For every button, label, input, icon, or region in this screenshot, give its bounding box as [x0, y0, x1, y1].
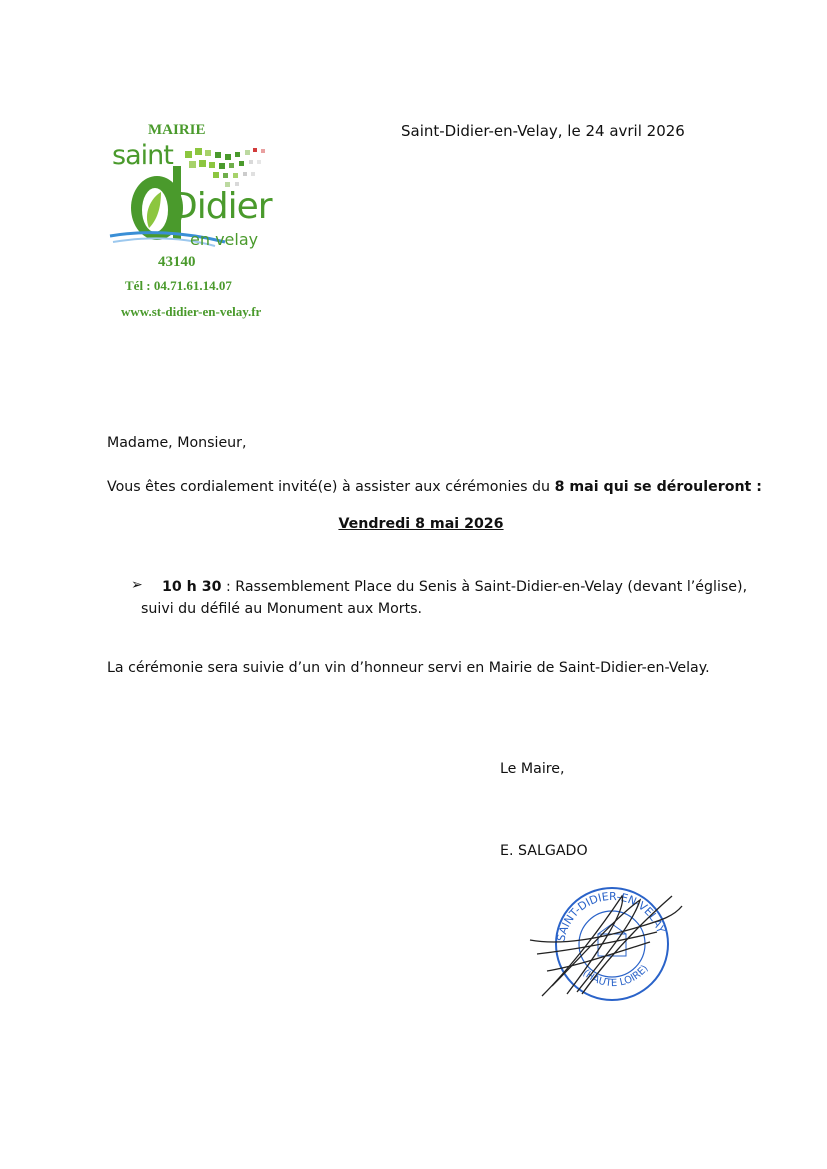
- event-date-heading: Vendredi 8 mai 2026: [338, 516, 504, 532]
- logo-postcode: 43140: [158, 254, 196, 270]
- logo-pixel-squares: [185, 148, 265, 187]
- stamp-bottom-text: (HAUTE LOIRE): [580, 963, 651, 990]
- invitation-sentence: [107, 478, 762, 496]
- logo-en-velay-text: en velay: [190, 230, 259, 249]
- logo-website: www.st-didier-en-velay.fr: [121, 304, 262, 319]
- invitation-text: Vous êtes cordialement invité(e) à assister aux cérémonies du: [107, 479, 555, 495]
- logo-telephone: Tél : 04.71.61.14.07: [125, 278, 232, 293]
- arrow-bullet-icon: ➢: [131, 577, 143, 593]
- program-time: 10 h 30: [162, 579, 222, 595]
- invitation-date-bold: 8 mai qui se dérouleront :: [554, 479, 762, 495]
- signatory-name: E. SALGADO: [500, 843, 588, 859]
- stamp-and-signature-icon: [522, 876, 692, 1006]
- program-item-line1: [162, 578, 747, 596]
- signatory-title: Le Maire,: [500, 761, 565, 777]
- logo-mairie-label: MAIRIE: [148, 122, 206, 138]
- program-item-line2: suivi du défilé au Monument aux Morts.: [141, 601, 423, 617]
- reception-note: La cérémonie sera suivie d’un vin d’honneur servi en Mairie de Saint-Didier-en-Velay.: [107, 660, 710, 676]
- program-description: : Rassemblement Place du Senis à Saint-Didier-en-Velay (devant l’église),: [221, 579, 748, 595]
- greeting: Madame, Monsieur,: [107, 435, 247, 451]
- logo-saint-text: saint: [112, 140, 173, 171]
- place-and-date: Saint-Didier-en-Velay, le 24 avril 2026: [401, 122, 685, 140]
- logo-didier-text: Didier: [170, 186, 272, 227]
- stamp-top-text: SAINT-DIDIER-EN-VELAY: [554, 889, 668, 943]
- official-stamp: [522, 876, 692, 1006]
